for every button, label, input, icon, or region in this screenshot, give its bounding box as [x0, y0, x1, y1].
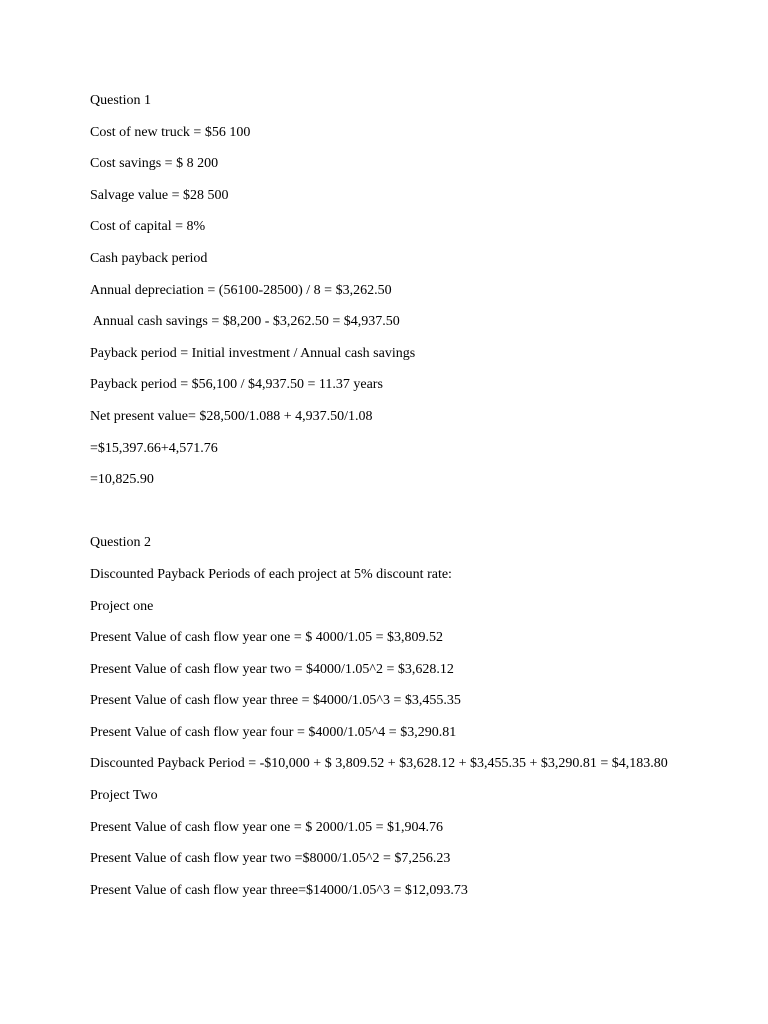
- discounted-payback-intro: Discounted Payback Periods of each project at 5% discount rate:: [90, 566, 452, 582]
- blank-line: [90, 502, 750, 521]
- annual-depreciation-line: Annual depreciation = (56100-28500) / 8 = $3,262.50: [90, 282, 392, 298]
- payback-formula-line: Payback period = Initial investment / Annual cash savings: [90, 345, 416, 361]
- payback-result-line: Payback period = $56,100 / $4,937.50 = 11.37 years: [90, 377, 383, 393]
- p1-year-three-pv: Present Value of cash flow year three = $4000/1.05^3 = $3,455.35: [90, 693, 461, 709]
- truck-cost-line: Cost of new truck = $56 100: [90, 124, 251, 140]
- p1-year-one-pv: Present Value of cash flow year one = $ 4000/1.05 = $3,809.52: [90, 630, 444, 646]
- p1-year-four-pv: Present Value of cash flow year four = $4000/1.05^4 = $3,290.81: [90, 724, 457, 740]
- npv-step-line: =$15,397.66+4,571.76: [90, 440, 218, 456]
- p2-year-one-pv: Present Value of cash flow year one = $ 2000/1.05 = $1,904.76: [90, 819, 444, 835]
- project-two-heading: Project Two: [90, 788, 158, 804]
- p1-discounted-payback: Discounted Payback Period = -$10,000 + $ 3,809.52 + $3,628.12 + $3,455.35 + $3,290.81 = $4,183.80: [90, 756, 668, 772]
- npv-result-line: =10,825.90: [90, 472, 154, 488]
- question-1-heading: Question 1: [90, 93, 152, 108]
- p2-year-three-pv: Present Value of cash flow year three=$14000/1.05^3 = $12,093.73: [90, 882, 468, 898]
- p1-year-two-pv: Present Value of cash flow year two = $4000/1.05^2 = $3,628.12: [90, 661, 454, 677]
- npv-formula-line: Net present value= $28,500/1.088 + 4,937.50/1.08: [90, 408, 373, 424]
- cost-of-capital-line: Cost of capital = 8%: [90, 219, 206, 235]
- salvage-value-line: Salvage value = $28 500: [90, 187, 229, 203]
- cost-savings-line: Cost savings = $ 8 200: [90, 156, 219, 172]
- question-2-heading: Question 2: [90, 535, 152, 551]
- project-one-heading: Project one: [90, 598, 154, 614]
- annual-cash-savings-line: Annual cash savings = $8,200 - $3,262.50 = $4,937.50: [90, 314, 400, 330]
- document-page: [90, 91, 750, 912]
- p2-year-two-pv: Present Value of cash flow year two =$8000/1.05^2 = $7,256.23: [90, 851, 451, 867]
- cash-payback-heading: Cash payback period: [90, 250, 208, 266]
